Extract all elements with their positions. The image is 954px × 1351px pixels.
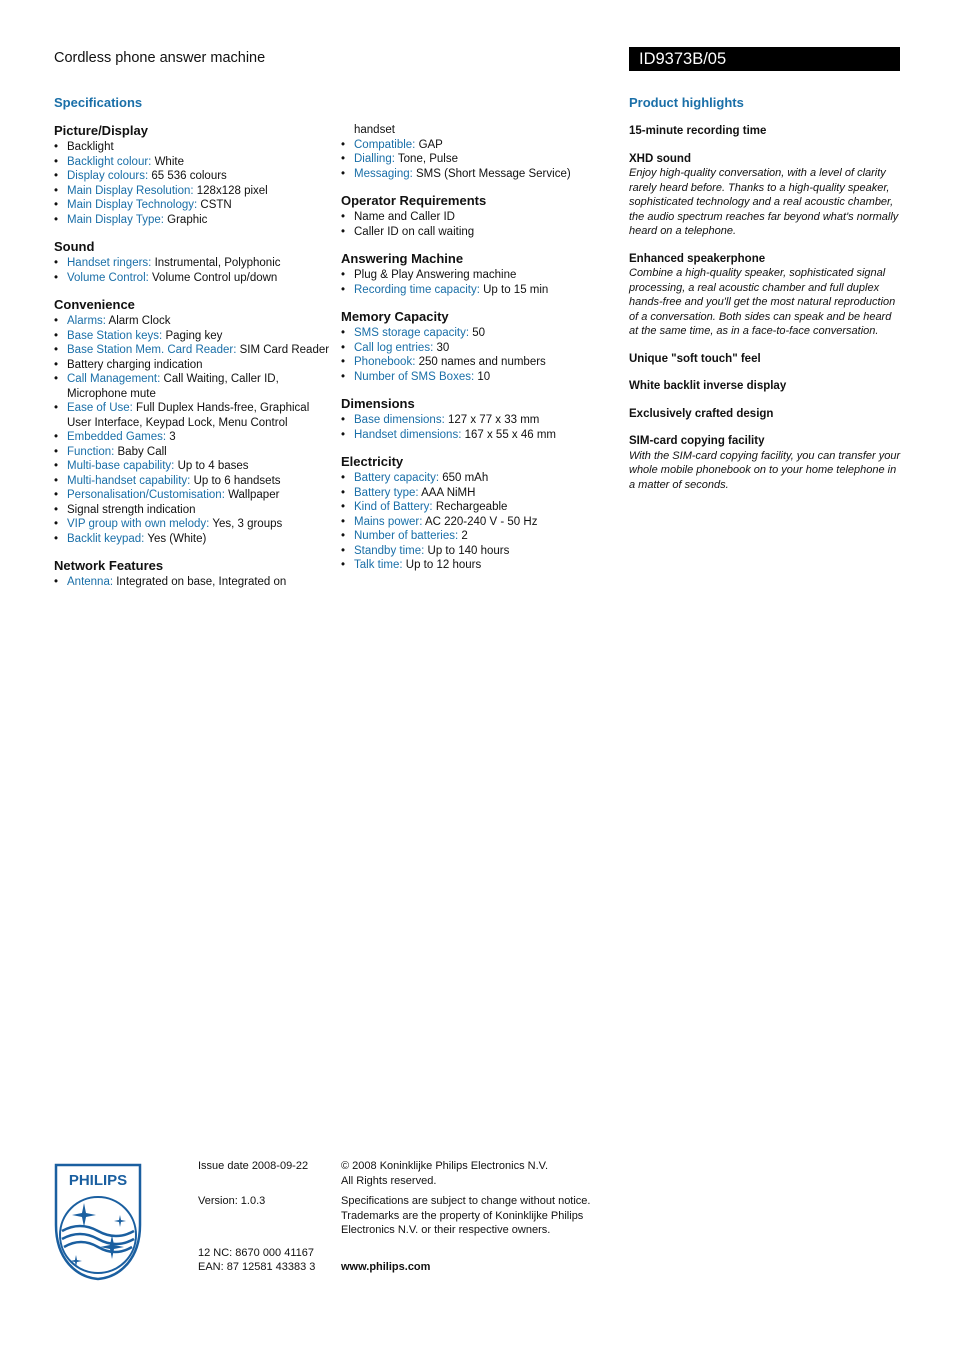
spec-item — [341, 471, 611, 486]
highlights-column — [629, 124, 901, 505]
spec-item — [54, 372, 334, 401]
ean-number: EAN: 87 12581 43383 3 — [198, 1261, 316, 1273]
spec-key: Ease of Use: — [67, 402, 133, 414]
copyright: © 2008 Koninklijke Philips Electronics N.V. — [341, 1160, 549, 1172]
spec-value: White — [151, 155, 184, 168]
highlights-heading: Product highlights — [629, 95, 744, 110]
spec-value: Up to 15 min — [479, 283, 549, 296]
spec-list — [54, 256, 334, 285]
document-title: Cordless phone answer machine — [54, 50, 266, 66]
spec-value: Volume Control up/down — [148, 271, 278, 284]
spec-value: SIM Card Reader — [236, 344, 330, 356]
spec-key: Volume Control: — [67, 271, 149, 284]
logo-wordmark: PHILIPS — [68, 1172, 128, 1189]
spec-value: Up to 140 hours — [424, 544, 510, 557]
spec-section-title: Answering Machine — [341, 251, 464, 266]
spec-section-title: Convenience — [54, 297, 135, 312]
spec-item — [54, 358, 334, 373]
spec-value: CSTN — [197, 199, 232, 211]
spec-key: Backlit keypad: — [67, 532, 145, 545]
spec-list — [341, 268, 611, 297]
spec-item — [54, 532, 334, 547]
spec-value: Signal strength indication — [67, 503, 196, 516]
spec-value: Call Waiting, Caller ID, Microphone mute — [67, 373, 279, 400]
spec-key: Number of batteries: — [354, 530, 459, 542]
spec-value: Wallpaper — [224, 489, 280, 501]
spec-item — [341, 428, 611, 443]
spec-section-title: Sound — [54, 239, 95, 254]
spec-section — [341, 396, 611, 442]
spec-item — [54, 575, 334, 590]
spec-key: Talk time: — [354, 559, 403, 571]
spec-value: Paging key — [162, 329, 223, 342]
spec-value: Alarm Clock — [105, 315, 171, 327]
nc-number: 12 NC: 8670 000 41167 — [198, 1247, 314, 1259]
website-link[interactable]: www.philips.com — [341, 1261, 431, 1273]
spec-item — [341, 225, 611, 240]
spec-value: 128x128 pixel — [193, 184, 268, 197]
spec-section-title: Picture/Display — [54, 123, 148, 138]
spec-value: Battery charging indication — [67, 358, 203, 371]
spec-value: AAA NiMH — [418, 486, 476, 499]
spec-item — [54, 271, 334, 286]
highlight-description: Combine a high-quality speaker, sophisticated signal processing, a real acoustic chamber and full duplex hands-free and you'll get the most natural reproduction of a conversation. Both sides can speak and be heard at the same time, as in a face-to-face conversation. — [629, 267, 896, 337]
disclaimer: Specifications are subject to change without notice. Trademarks are the property of Koninklijke Philips Electronics N.V. or their respective owners. — [341, 1195, 591, 1236]
spec-key: Compatible: — [354, 138, 416, 151]
spec-key: Handset ringers: — [67, 257, 152, 269]
spec-key: Antenna: — [67, 576, 114, 588]
specifications-heading: Specifications — [54, 95, 143, 110]
spec-value: SMS (Short Message Service) — [412, 167, 571, 180]
highlight-title: Enhanced speakerphone — [629, 252, 766, 265]
spec-value: Yes (White) — [144, 532, 207, 545]
spec-section-title: Electricity — [341, 454, 404, 469]
spec-list — [341, 471, 611, 573]
spec-item — [341, 283, 611, 298]
spec-value: Up to 4 bases — [174, 460, 249, 472]
spec-section — [54, 123, 334, 227]
spec-item — [54, 488, 334, 503]
spec-key: Display colours: — [67, 170, 149, 182]
spec-section — [341, 454, 611, 573]
spec-value: GAP — [415, 138, 443, 151]
spec-item — [341, 515, 611, 530]
spec-item — [54, 184, 334, 199]
highlight-item — [629, 434, 901, 492]
spec-value: 3 — [166, 431, 176, 443]
spec-item — [54, 401, 334, 430]
spec-key: Main Display Technology: — [67, 199, 198, 211]
spec-item — [341, 355, 611, 370]
highlight-title: SIM-card copying facility — [629, 435, 765, 447]
highlight-item — [629, 352, 901, 367]
spec-item — [54, 256, 334, 271]
spec-key: Alarms: — [67, 315, 106, 327]
spec-key: Main Display Resolution: — [67, 184, 194, 197]
spec-value: 650 mAh — [439, 472, 489, 484]
spec-key: Standby time: — [354, 544, 425, 557]
spec-key: SMS storage capacity: — [354, 327, 470, 339]
version: Version: 1.0.3 — [198, 1195, 266, 1207]
spec-value: 30 — [433, 341, 450, 354]
spec-key: Personalisation/Customisation: — [67, 489, 225, 501]
spec-section-title: Memory Capacity — [341, 309, 449, 324]
highlight-title: White backlit inverse display — [629, 380, 787, 392]
spec-list — [341, 413, 611, 442]
spec-item — [341, 152, 611, 167]
spec-item — [54, 213, 334, 228]
spec-value: Baby Call — [114, 445, 167, 458]
spec-value: Backlight — [67, 141, 114, 153]
specs-column-1 — [54, 123, 334, 602]
spec-item — [54, 329, 334, 344]
spec-item — [341, 268, 611, 283]
spec-section-title: Network Features — [54, 558, 164, 573]
spec-key: Backlight colour: — [67, 155, 152, 168]
spec-value: Graphic — [163, 213, 208, 226]
spec-key: Base Station keys: — [67, 329, 163, 342]
spec-item — [54, 430, 334, 445]
highlight-title: Unique "soft touch" feel — [629, 352, 761, 365]
spec-section-title: Operator Requirements — [341, 193, 487, 208]
spec-value: AC 220-240 V - 50 Hz — [422, 515, 538, 528]
spec-item — [341, 210, 611, 225]
rights-reserved: All Rights reserved. — [341, 1175, 437, 1187]
spec-value: Name and Caller ID — [354, 211, 455, 223]
highlight-item — [629, 407, 901, 422]
highlight-title: Exclusively crafted design — [629, 407, 774, 420]
spec-section — [54, 558, 334, 590]
spec-value: Up to 12 hours — [402, 559, 482, 571]
spec-item — [341, 544, 611, 559]
spec-item — [54, 517, 334, 532]
spec-item — [54, 140, 334, 155]
spec-item — [341, 138, 611, 153]
spec-section — [341, 193, 611, 239]
spec-list — [54, 575, 334, 590]
spec-item — [341, 500, 611, 515]
spec-value: Instrumental, Polyphonic — [151, 257, 281, 269]
spec-item — [54, 155, 334, 170]
highlight-title: 15-minute recording time — [629, 125, 767, 137]
spec-item — [341, 558, 611, 573]
spec-section-continued — [341, 138, 611, 182]
highlight-item — [629, 379, 901, 394]
spec-item — [54, 198, 334, 213]
spec-value: 65 536 colours — [148, 170, 227, 182]
spec-continuation-text: handset — [354, 124, 395, 136]
spec-value: Rechargeable — [432, 501, 508, 513]
spec-item — [341, 326, 611, 341]
model-number-banner: ID9373B/05 — [629, 47, 900, 71]
spec-key: Handset dimensions: — [354, 428, 462, 441]
spec-list — [341, 138, 611, 182]
spec-value: Integrated on base, Integrated on — [113, 576, 287, 588]
spec-key: Mains power: — [354, 515, 423, 528]
spec-item — [341, 370, 611, 385]
spec-section — [341, 251, 611, 297]
spec-value: Plug & Play Answering machine — [354, 269, 517, 281]
spec-item — [54, 459, 334, 474]
spec-section — [54, 297, 334, 546]
highlight-item — [629, 124, 901, 139]
spec-key: Number of SMS Boxes: — [354, 370, 475, 383]
spec-value: 167 x 55 x 46 mm — [461, 428, 557, 441]
issue-date: Issue date 2008-09-22 — [198, 1160, 309, 1172]
spec-key: VIP group with own melody: — [67, 518, 210, 530]
spec-item — [341, 486, 611, 501]
spec-item — [54, 445, 334, 460]
philips-shield-logo — [54, 1163, 142, 1281]
specs-column-2 — [341, 123, 611, 585]
spec-item — [54, 474, 334, 489]
spec-key: Dialling: — [354, 153, 395, 165]
spec-value: Full Duplex Hands-free, Graphical User Interface, Keypad Lock, Menu Control — [67, 402, 310, 429]
spec-item — [54, 169, 334, 184]
spec-key: Recording time capacity: — [354, 283, 480, 296]
spec-value: Up to 6 handsets — [190, 474, 281, 487]
spec-value: 127 x 77 x 33 mm — [444, 414, 540, 426]
highlight-title: XHD sound — [629, 152, 691, 165]
spec-section — [341, 309, 611, 384]
spec-key: Multi-handset capability: — [67, 474, 191, 487]
spec-item — [54, 314, 334, 329]
spec-key: Main Display Type: — [67, 213, 164, 226]
spec-key: Kind of Battery: — [354, 501, 433, 513]
spec-item — [54, 503, 334, 518]
spec-key: Battery capacity: — [354, 472, 440, 484]
spec-item — [341, 167, 611, 182]
spec-section-title: Dimensions — [341, 396, 415, 411]
spec-value: Caller ID on call waiting — [354, 225, 475, 238]
spec-value: Tone, Pulse — [394, 153, 459, 165]
spec-key: Call log entries: — [354, 341, 434, 354]
spec-list — [341, 210, 611, 239]
highlight-description: Enjoy high-quality conversation, with a level of clarity rarely heard before. Thanks to a high-quality speaker, sophisticated technology and a real acoustic chamber, the audio spectrum reaches far beyond what's normally heard on a telephone. — [629, 167, 899, 237]
spec-key: Call Management: — [67, 373, 161, 385]
spec-value: 2 — [458, 530, 468, 542]
spec-list — [54, 314, 334, 546]
spec-key: Phonebook: — [354, 356, 416, 368]
spec-item — [341, 529, 611, 544]
spec-item — [54, 343, 334, 358]
spec-key: Embedded Games: — [67, 431, 167, 443]
spec-key: Base dimensions: — [354, 414, 445, 426]
spec-value: 10 — [474, 370, 491, 383]
spec-key: Base Station Mem. Card Reader: — [67, 344, 237, 356]
spec-value: 250 names and numbers — [415, 356, 546, 368]
highlight-description: With the SIM-card copying facility, you can transfer your whole mobile phonebook on to your home telephone in a matter of seconds. — [629, 449, 901, 491]
highlight-item — [629, 252, 901, 339]
spec-key: Battery type: — [354, 486, 419, 499]
spec-list — [341, 326, 611, 384]
spec-section — [54, 239, 334, 285]
spec-key: Function: — [67, 445, 115, 458]
spec-item — [341, 413, 611, 428]
highlight-item — [629, 152, 901, 239]
spec-value: 50 — [469, 327, 486, 339]
spec-list — [54, 140, 334, 227]
spec-key: Messaging: — [354, 167, 413, 180]
spec-value: Yes, 3 groups — [209, 518, 283, 530]
spec-key: Multi-base capability: — [67, 460, 175, 472]
spec-item — [341, 341, 611, 356]
